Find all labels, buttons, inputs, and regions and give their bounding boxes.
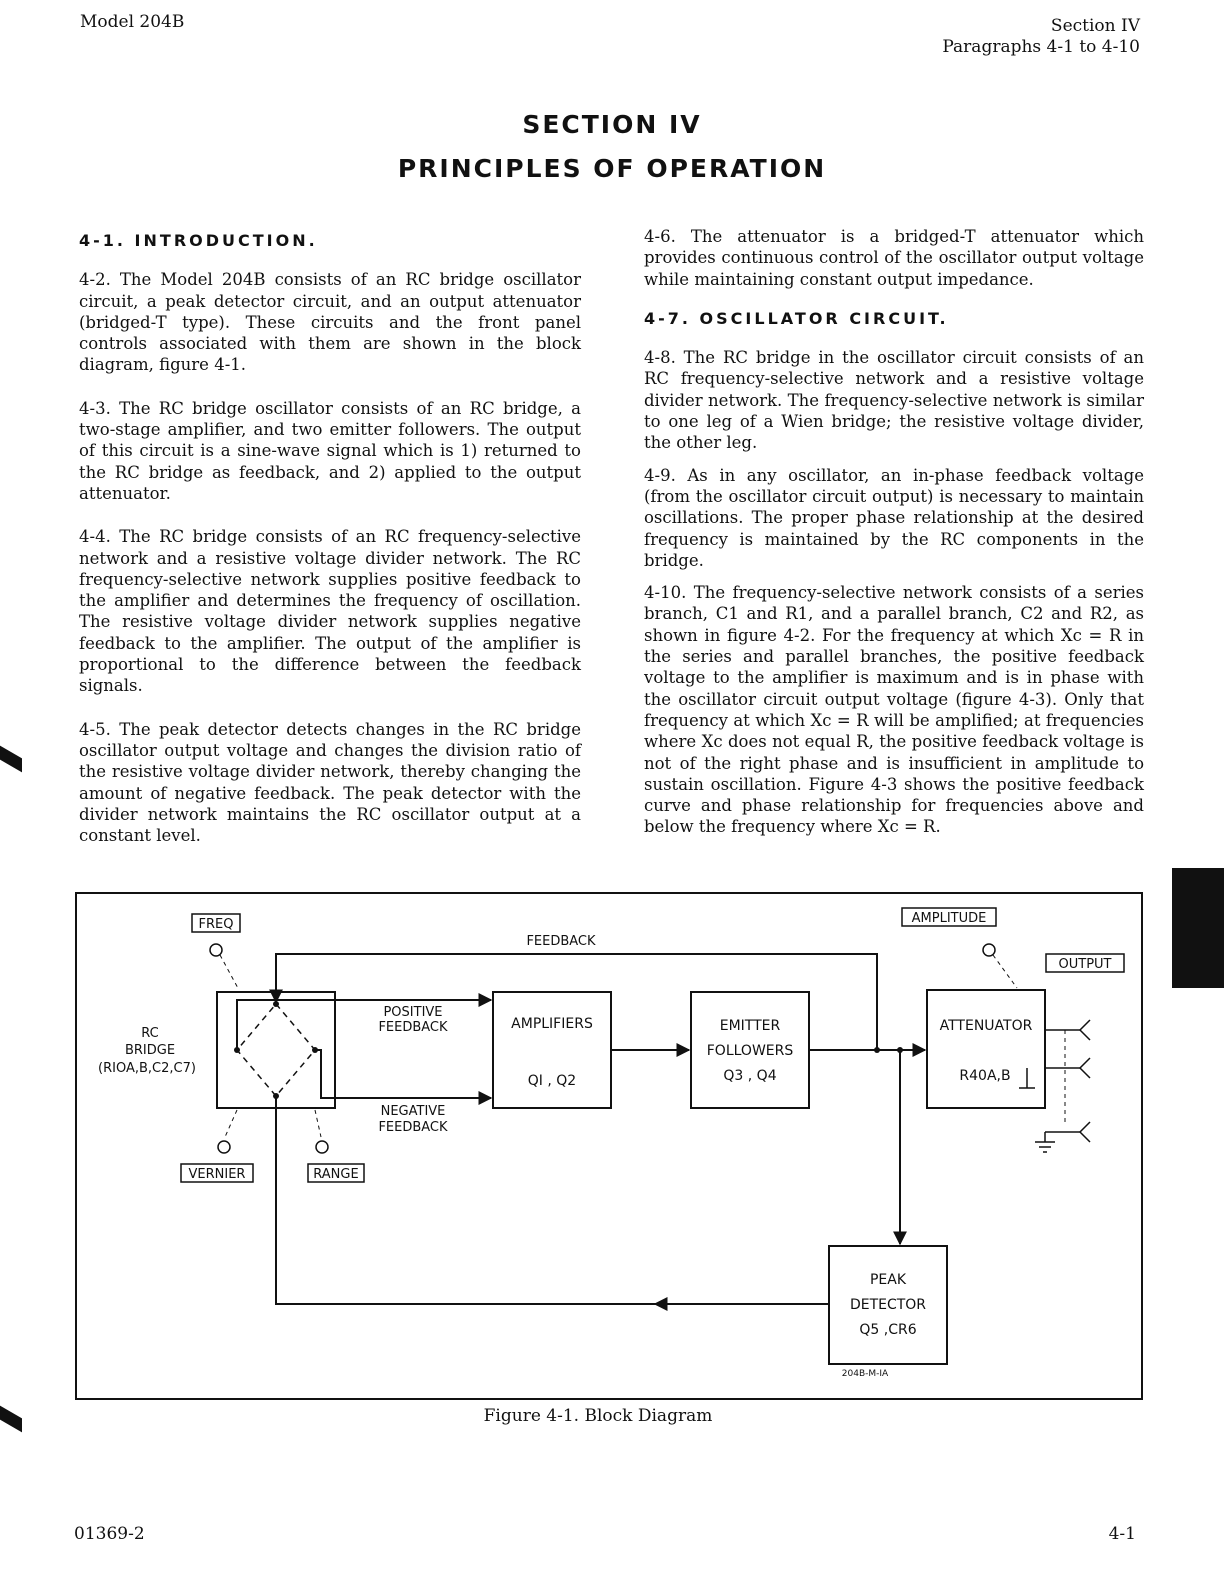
output-connector-icon xyxy=(1080,1122,1090,1142)
rc-label-3: (RIOA,B,C2,C7) xyxy=(98,1061,196,1076)
emitter-label: EMITTER xyxy=(719,1018,781,1034)
amplifiers-block xyxy=(493,992,611,1108)
page-number: 4-1 xyxy=(1108,1524,1136,1544)
peak-return-line xyxy=(276,1098,655,1304)
amplitude-knob-icon xyxy=(983,944,995,956)
drawing-number: 204B-M-IA xyxy=(841,1369,889,1379)
negative-feedback-label: FEEDBACK xyxy=(378,1120,448,1135)
section-title: SECTION IV xyxy=(522,110,702,139)
header-model: Model 204B xyxy=(80,12,185,32)
feedback-label: FEEDBACK xyxy=(526,934,596,949)
left-column xyxy=(79,226,581,868)
header-paragraphs: Paragraphs 4-1 to 4-10 xyxy=(942,37,1140,57)
amplifiers-q-label: QI , Q2 xyxy=(527,1073,577,1089)
paragraph-4-5: 4-5. The peak detector detects changes in the RC bridge oscillator output voltage and changes the division ratio of the resistive voltage divider network, thereby changing the amount of negative feedback. The peak detector with the divider network maintains the RC oscillator output at a constant level. xyxy=(79,719,581,846)
paragraph-4-9: 4-9. As in any oscillator, an in-phase feedback voltage (from the oscillator circuit output) is necessary to maintain oscillations. The proper phase relationship at the desired frequency is maintained by the RC components in the bridge. xyxy=(644,465,1144,570)
paragraph-4-10: 4-10. The frequency-selective network consists of a series branch, C1 and R1, and a parallel branch, C2 and R2, as shown in figure 4-2. For the frequency at which Xc = R in the series and parallel branches, the positive feedback voltage to the amplifier is maximum and is in phase with the oscillator circuit output voltage (figure 4-3). Only that frequency at which Xc = R will be amplified; at frequencies where Xc does not equal R, the positive feedback voltage is not of the right phase and is insufficient in amplitude to sustain oscillation. Figure 4-3 shows the positive feedback curve and phase relationship for frequencies above and below the frequency where Xc = R. xyxy=(644,583,1144,837)
paragraph-4-4: 4-4. The RC bridge consists of an RC frequency-selective network and a resistive voltage divider network. The RC frequency-selective network supplies positive feedback to the amplifier and determines the frequency of oscillation. The resistive voltage divider network supplies negative feedback to the amplifier. The output of the amplifier is proportional to the difference between the feedback signals. xyxy=(79,527,581,696)
rc-label-2: BRIDGE xyxy=(124,1043,176,1058)
positive-feedback-label: FEEDBACK xyxy=(378,1020,448,1035)
rc-label-1: RC xyxy=(141,1026,159,1041)
paragraph-4-2: 4-2. The Model 204B consists of an RC bridge oscillator circuit, a peak detector circuit, and an output attenuator (bridged-T type). These circuits and the front panel controls associated with them are shown in the block diagram, figure 4-1. xyxy=(79,270,581,375)
oscillator-circuit-heading: 4-7. OSCILLATOR CIRCUIT. xyxy=(644,308,949,328)
edge-mark-upper xyxy=(0,746,22,773)
range-link xyxy=(315,1110,321,1137)
bridge-diamond xyxy=(237,1004,315,1096)
vernier-knob-icon xyxy=(218,1141,230,1153)
block-diagram xyxy=(75,892,1143,1400)
vernier-link xyxy=(225,1110,237,1137)
positive-label: POSITIVE xyxy=(383,1005,443,1020)
attenuator-r-label: R40A,B xyxy=(959,1068,1011,1084)
junction-dot xyxy=(874,1047,880,1053)
amplifiers-label: AMPLIFIERS xyxy=(511,1016,593,1032)
range-knob-icon xyxy=(316,1141,328,1153)
vernier-label: VERNIER xyxy=(188,1167,246,1182)
peak-label: PEAK xyxy=(869,1272,907,1288)
freq-link xyxy=(220,955,239,990)
section-subtitle: PRINCIPLES OF OPERATION xyxy=(397,154,827,183)
introduction-heading: 4-1. INTRODUCTION. xyxy=(79,231,318,250)
header-section: Section IV xyxy=(1050,16,1140,36)
paragraph-4-3: 4-3. The RC bridge oscillator consists of an RC bridge, a two-stage amplifier, and two emitter followers. The output of this circuit is a sine-wave signal which is 1) returned to the RC bridge as feedback, and 2) applied to the output attenuator. xyxy=(79,398,581,503)
figure-caption: Figure 4-1. Block Diagram xyxy=(483,1406,713,1426)
header-section-info xyxy=(942,16,1140,58)
amplitude-label: AMPLITUDE xyxy=(911,911,987,926)
doc-number: 01369-2 xyxy=(74,1524,145,1544)
section-tab-marker xyxy=(1172,868,1224,988)
emitter-q-label: Q3 , Q4 xyxy=(723,1068,777,1084)
output-connector-icon xyxy=(1080,1020,1090,1040)
detector-label: DETECTOR xyxy=(849,1297,927,1313)
negative-feedback-line xyxy=(315,1050,491,1098)
feedback-line xyxy=(276,954,877,1050)
output-connector-icon xyxy=(1080,1058,1090,1078)
paragraph-4-6: 4-6. The attenuator is a bridged-T attenuator which provides continuous control of the oscillator output voltage while maintaining constant output impedance. xyxy=(644,227,1144,289)
attenuator-label: ATTENUATOR xyxy=(939,1018,1033,1034)
freq-label: FREQ xyxy=(198,917,234,932)
output-label: OUTPUT xyxy=(1058,957,1112,972)
right-column xyxy=(644,226,1144,849)
paragraph-4-8: 4-8. The RC bridge in the oscillator circuit consists of an RC frequency-selective network and a resistive voltage divider network. The frequency-selective network is similar to one leg of a Wien bridge; the resistive voltage divider, the other leg. xyxy=(644,348,1144,453)
attenuator-block xyxy=(927,990,1045,1108)
amplitude-link xyxy=(993,955,1017,988)
positive-feedback-line xyxy=(237,1000,491,1050)
range-label: RANGE xyxy=(313,1167,359,1182)
freq-knob-icon xyxy=(210,944,222,956)
diagram-border xyxy=(76,893,1142,1399)
negative-label: NEGATIVE xyxy=(380,1104,446,1119)
followers-label: FOLLOWERS xyxy=(706,1043,794,1059)
peak-q-label: Q5 ,CR6 xyxy=(859,1322,917,1338)
